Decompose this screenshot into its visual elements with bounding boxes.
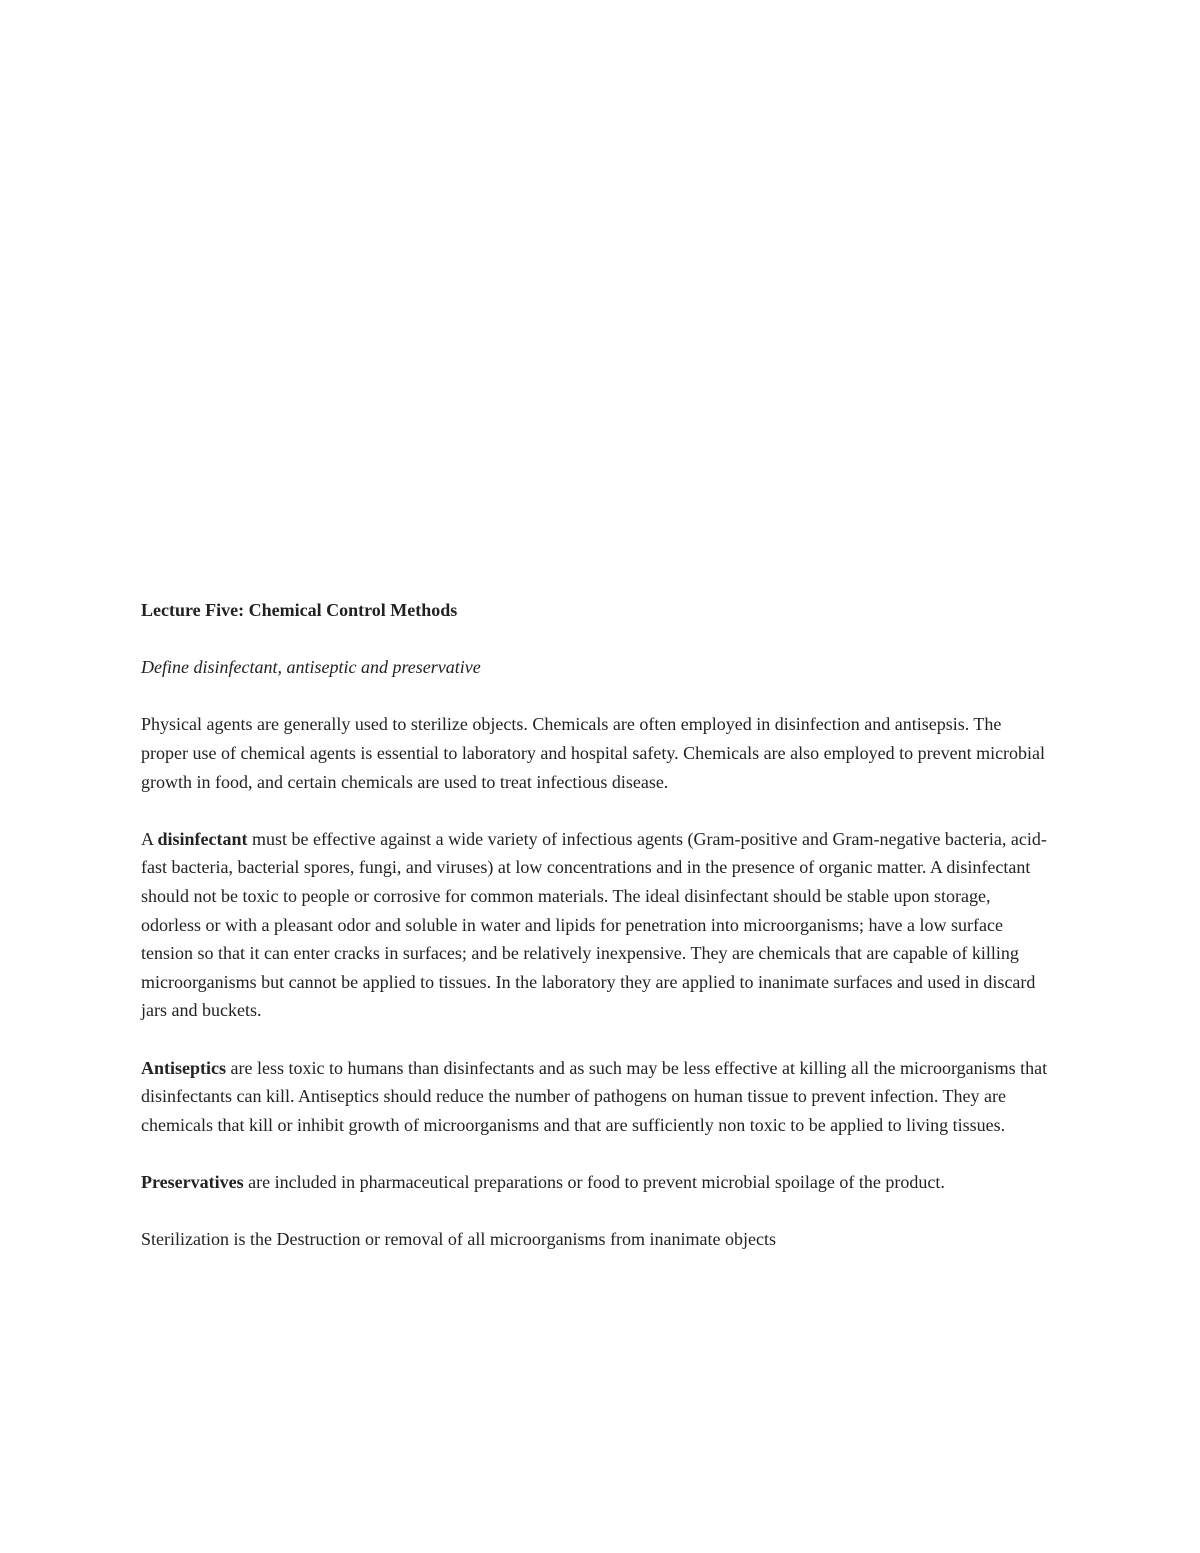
disinfectant-prefix: A (141, 828, 158, 849)
antiseptics-paragraph (141, 1054, 1051, 1140)
disinfectant-paragraph (141, 825, 1051, 1025)
preservatives-paragraph (141, 1168, 1051, 1197)
document-body (141, 596, 1051, 1254)
sterilization-paragraph: Sterilization is the Destruction or removal of all microorganisms from inanimate objects (141, 1229, 777, 1250)
intro-paragraph: Physical agents are generally used to sterilize objects. Chemicals are often employed in disinfection and antisepsis. The proper use of chemical agents is essential to laboratory and hospital safety. Chemicals are also employed to prevent microbial growth in food, and certain chemicals are used to treat infectious disease. (141, 714, 1046, 792)
antiseptics-text: are less toxic to humans than disinfectants and as such may be less effective at killing all the microorganisms that disinfectants can kill. Antiseptics should reduce the number of pathogens on human tissue to prevent infection. They are chemicals that kill or inhibit growth of microorganisms and that are sufficiently non toxic to be applied to living tissues. (141, 1057, 1048, 1135)
lecture-title: Lecture Five: Chemical Control Methods (141, 600, 458, 620)
preservatives-text: are included in pharmaceutical preparations or food to prevent microbial spoilage of the product. (243, 1171, 945, 1192)
lecture-subtitle: Define disinfectant, antiseptic and preservative (141, 657, 481, 678)
disinfectant-term: disinfectant (157, 828, 248, 849)
disinfectant-text: must be effective against a wide variety of infectious agents (Gram-positive and Gram-negative bacteria, acid-fast bacteria, bacterial spores, fungi, and viruses) at low concentrations and in the presence of organic matter. A disinfectant should not be toxic to people or corrosive for common materials. The ideal disinfectant should be stable upon storage, odorless or with a pleasant odor and soluble in water and lipids for penetration into microorganisms; have a low surface tension so that it can enter cracks in surfaces; and be relatively inexpensive. They are chemicals that are capable of killing microorganisms but cannot be applied to tissues. In the laboratory they are applied to inanimate surfaces and used in discard jars and buckets. (141, 828, 1047, 1021)
preservatives-term: Preservatives (141, 1171, 244, 1192)
antiseptics-term: Antiseptics (141, 1057, 226, 1078)
